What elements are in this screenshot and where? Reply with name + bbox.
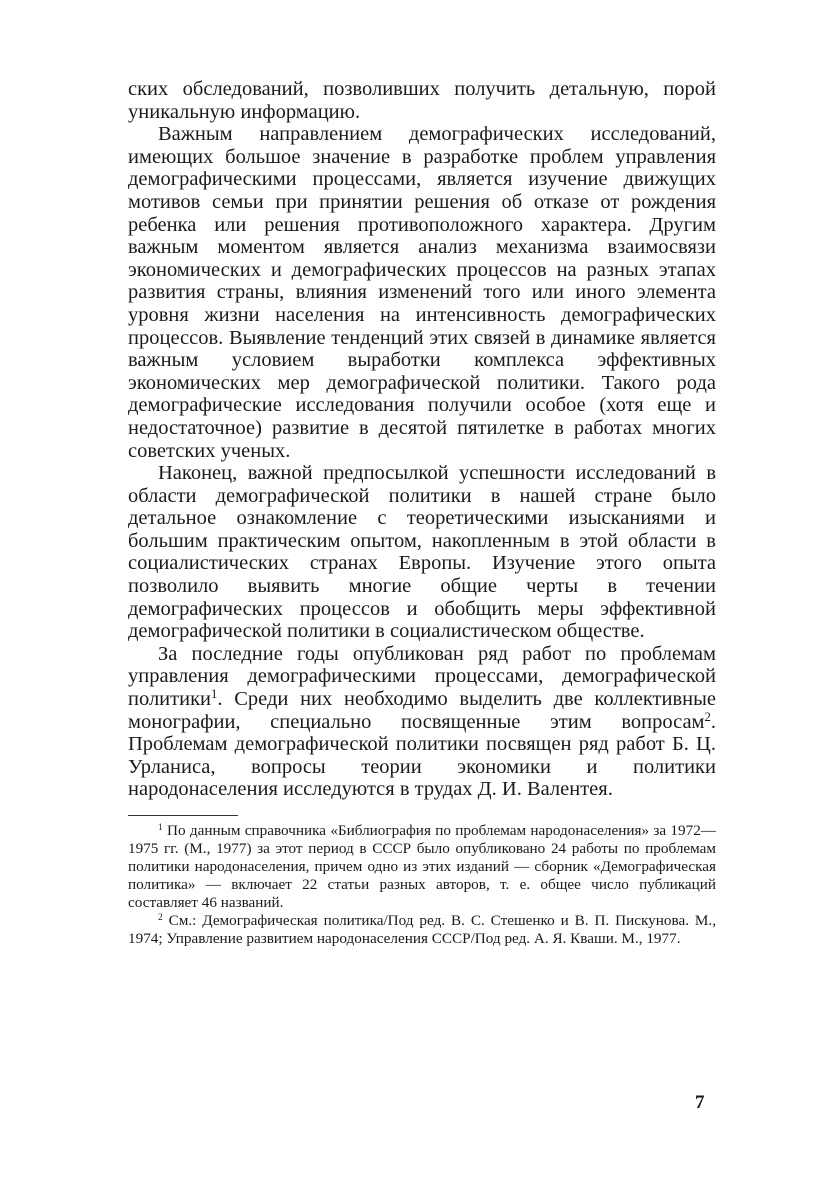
- footnote-2-marker: 2: [158, 912, 163, 923]
- page-content: [128, 78, 716, 948]
- footnote-1-marker: 1: [158, 822, 163, 833]
- paragraph-publications: [128, 643, 716, 801]
- paragraph-demographic-research: Важным направлением демографических исследований, имеющих большое значение в разработке проблем управления демографическими процессами, является изучение движущих мотивов семьи при принятии решения об отказе от рождения ребенка или решения противоположного характера. Другим важным моментом является анализ механизма взаимосвязи экономических и демографических процессов на разных этапах развития страны, влияния изменений того или иного элемента уровня жизни населения на интенсивность демографических процессов. Выявление тенденций этих связей в динамике является важным условием выработки комплекса эффективных экономических мер демографической политики. Такого рода демографические исследования получили особое (хотя еще и недостаточное) развитие в десятой пятилетке в работах многих советских ученых.: [128, 123, 716, 462]
- page-number: 7: [695, 1092, 705, 1113]
- footnote-reference-1: 1: [211, 687, 218, 702]
- footnote-reference-2: 2: [704, 709, 711, 724]
- paragraph-continuation: ских обследований, позволивших получить детальную, порой уникальную информацию.: [128, 78, 716, 123]
- paragraph-publications-part-a: За последние годы опубликован ряд работ по проблемам управления демографическими процессами, демографической политики: [128, 642, 716, 711]
- footnote-divider: [128, 815, 238, 816]
- footnote-2: [128, 912, 716, 948]
- paragraph-socialist-experience: Наконец, важной предпосылкой успешности исследований в области демографической политики в нашей стране было детальное ознакомление с теоретическими изысканиями и большим практическим опытом, накопленным в этой области в социалистических странах Европы. Изучение этого опыта позволило выявить многие общие черты в течении демографических процессов и обобщить меры эффективной демографической политики в социалистическом обществе.: [128, 462, 716, 643]
- paragraph-publications-part-b: . Среди них необходимо выделить две коллективные монографии, специально посвященные этим вопросам: [128, 688, 716, 733]
- paragraph-publications-part-c: . Проблемам демографической политики посвящен ряд работ Б. Ц. Урланиса, вопросы теории экономики и политики народонаселения исследуются в трудах Д. И. Валентея.: [128, 710, 716, 801]
- footnote-1: [128, 822, 716, 912]
- footnote-1-text: По данным справочника «Библиография по проблемам народонаселения» за 1972—1975 гг. (М., 1977) за этот период в СССР было опубликовано 24 работы по проблемам политики народонаселения, причем одно из этих изданий — сборник «Демографическая политика» — включает 22 статьи разных авторов, т. е. общее число публикаций составляет 46 названий.: [128, 822, 716, 911]
- footnote-2-text: См.: Демографическая политика/Под ред. В. С. Стешенко и В. П. Пискунова. М., 1974; Управление развитием народонаселения СССР/Под ред. А. Я. Кваши. М., 1977.: [128, 912, 716, 947]
